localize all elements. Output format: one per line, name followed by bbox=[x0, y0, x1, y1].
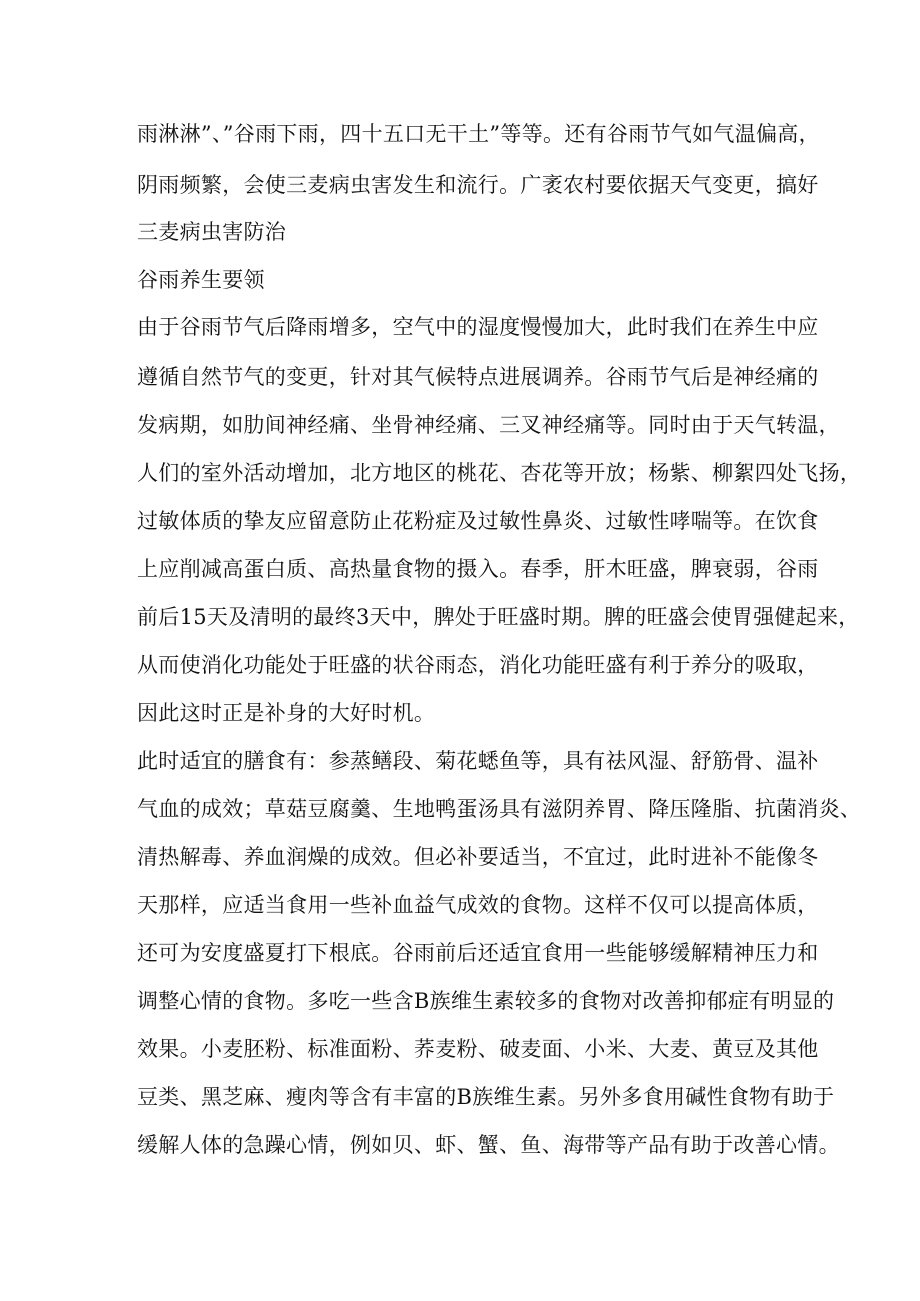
text-line: 遵循自然节气的变更，针对其气候特点进展调养。谷雨节气后是神经痛的 bbox=[137, 365, 819, 389]
text-line: 过敏体质的挚友应留意防止花粉症及过敏性鼻炎、过敏性哮喘等。在饮食 bbox=[137, 509, 819, 533]
text-line: 缓解人体的急躁心情，例如贝、虾、蟹、鱼、海带等产品有助于改善心情。 bbox=[137, 1133, 840, 1157]
text-line: 三麦病虫害防治 bbox=[137, 220, 287, 244]
text-line: 上应削减高蛋白质、高热量食物的摄入。春季，肝木旺盛，脾衰弱，谷雨 bbox=[137, 557, 819, 581]
text-line: 阴雨频繁，会使三麦病虫害发生和流行。广袤农村要依据天气变更，搞好 bbox=[137, 173, 819, 197]
text-line: 调整心情的食物。多吃一些含B族维生素较多的食物对改善抑郁症有明显的 bbox=[137, 989, 835, 1013]
text-line: 豆类、黑芝麻、瘦肉等含有丰富的B族维生素。另外多食用碱性食物有助于 bbox=[137, 1085, 835, 1109]
text-line: 天那样，应适当食用一些补血益气成效的食物。这样不仅可以提高体质， bbox=[137, 893, 819, 917]
text-line: 效果。小麦胚粉、标准面粉、荞麦粉、破麦面、小米、大麦、黄豆及其他 bbox=[137, 1037, 819, 1061]
text-line: 人们的室外活动增加，北方地区的桃花、杏花等开放；杨紫、柳絮四处飞扬， bbox=[137, 461, 862, 485]
text-line: 发病期，如肋间神经痛、坐骨神经痛、三叉神经痛等。同时由于天气转温， bbox=[137, 413, 840, 437]
text-line: 此时适宜的膳食有：参蒸鳝段、菊花蟋鱼等，具有祛风湿、舒筋骨、温补 bbox=[137, 749, 819, 773]
text-line: 清热解毒、养血润燥的成效。但必补要适当，不宜过，此时进补不能像冬 bbox=[137, 845, 819, 869]
text-line: 从而使消化功能处于旺盛的状谷雨态，消化功能旺盛有利于养分的吸取， bbox=[137, 653, 819, 677]
text-line: 由于谷雨节气后降雨增多，空气中的湿度慢慢加大，此时我们在养生中应 bbox=[137, 315, 819, 339]
text-line: 还可为安度盛夏打下根底。谷雨前后还适宜食用一些能够缓解精神压力和 bbox=[137, 941, 819, 965]
text-line: 前后15天及清明的最终3天中，脾处于旺盛时期。脾的旺盛会使胃强健起来， bbox=[137, 605, 860, 629]
section-heading: 谷雨养生要领 bbox=[137, 268, 265, 292]
text-line: 雨淋淋”、”谷雨下雨，四十五口无干土”等等。还有谷雨节气如气温偏高， bbox=[137, 122, 820, 146]
text-line: 气血的成效；草菇豆腐羹、生地鸭蛋汤具有滋阴养胃、降压隆脂、抗菌消炎、 bbox=[137, 797, 862, 821]
text-line: 因此这时正是补身的大好时机。 bbox=[137, 701, 436, 725]
